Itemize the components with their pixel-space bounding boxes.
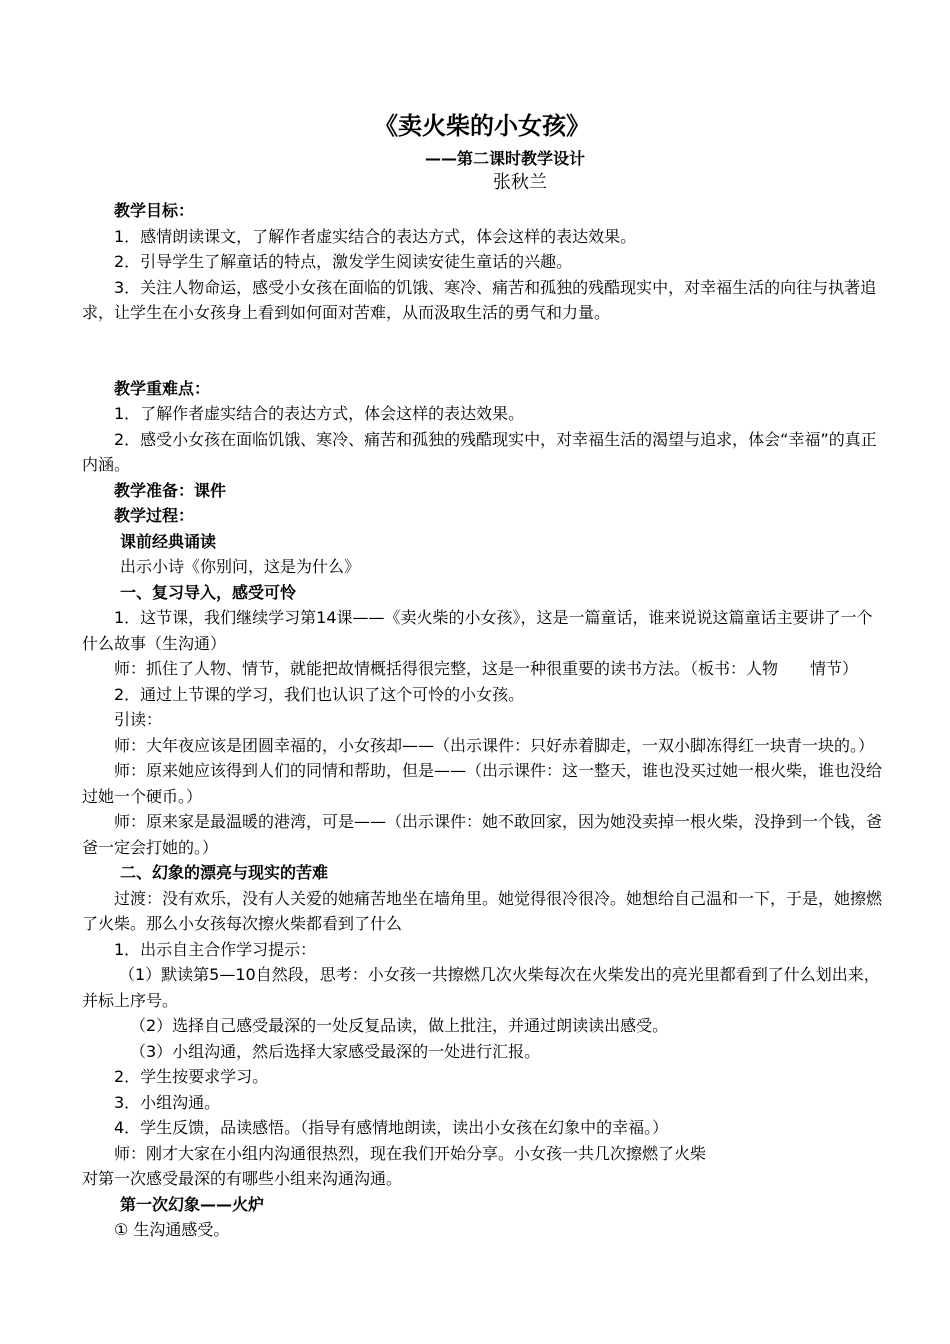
section-heading: 第一次幻象——火炉 — [120, 1194, 265, 1214]
paragraph: 2．感受小女孩在面临饥饿、寒冷、痛苦和孤独的残酷现实中，对幸福生活的渴望与追求，体会“幸福”的真正内涵。 — [82, 429, 877, 474]
section-heading: 教学目标： — [114, 201, 195, 220]
paragraph: 2．引导学生了解童话的特点，激发学生阅读安徒生童话的兴趣。 — [114, 252, 573, 271]
paragraph: （2）选择自己感受最深的一处反复品读，做上批注，并通过朗读读出感受。 — [130, 1016, 669, 1035]
paragraph: 1．感情朗读课文，了解作者虚实结合的表达方式，体会这样的表达效果。 — [114, 226, 637, 246]
section-heading: 二、幻象的漂亮与现实的苦难 — [120, 863, 329, 882]
paragraph: 师：原来家是最温暖的港湾，可是——（出示课件：她不敢回家，因为她没卖掉一根火柴，没挣到一个钱，爸爸一定会打她的。） — [82, 812, 883, 857]
section-heading: 课前经典诵读 — [120, 531, 217, 551]
paragraph: 师：抓住了人物、情节，就能把故情概括得很完整，这是一种很重要的读书方法。（板书：人物 情节） — [114, 659, 859, 678]
paragraph: ① 生沟通感受。 — [114, 1220, 230, 1239]
paragraph-gap — [82, 342, 882, 360]
paragraph: 出示小诗《你别问，这是为什么》 — [120, 557, 361, 576]
section-heading: 教学过程： — [114, 506, 195, 525]
paragraph: 3．小组沟通。 — [114, 1092, 221, 1112]
paragraph: 4．学生反馈，品读感悟。（指导有感情地朗读，读出小女孩在幻象中的幸福。） — [114, 1118, 669, 1137]
document-body — [82, 198, 882, 1243]
document-page — [82, 106, 882, 1243]
paragraph: 引读： — [114, 710, 163, 729]
paragraph: 师：大年夜应该是团圆幸福的，小女孩却——（出示课件：只好赤着脚走，一双小脚冻得红一块青一块的。） — [114, 735, 875, 755]
paragraph: （1）默读第5—10自然段，思考：小女孩一共擦燃几次火柴每次在火柴发出的亮光里都看到了什么划出来，并标上序号。 — [82, 965, 880, 1010]
paragraph: 对第一次感受最深的有哪些小组来沟通沟通。 — [82, 1169, 403, 1188]
paragraph: 3．关注人物命运，感受小女孩在面临的饥饿、寒冷、痛苦和孤独的残酷现实中，对幸福生活的向往与执著追求，让学生在小女孩身上看到如何面对苦难，从而汲取生活的勇气和力量。 — [82, 277, 877, 322]
paragraph: 1．了解作者虚实结合的表达方式，体会这样的表达效果。 — [114, 404, 525, 423]
document-author: 张秋兰 — [493, 172, 547, 193]
paragraph: 2．学生按要求学习。 — [114, 1067, 269, 1086]
paragraph: 过渡：没有欢乐，没有人关爱的她痛苦地坐在墙角里。她觉得很冷很冷。她想给自己温和一下，于是，她擦燃了火柴。那么小女孩每次擦火柴都看到了什么 — [82, 888, 883, 933]
paragraph: 1．这节课，我们继续学习第14课——《卖火柴的小女孩》，这是一篇童话，谁来说说这篇童话主要讲了一个什么故事（生沟通） — [82, 608, 873, 653]
section-heading: 一、复习导入，感受可怜 — [120, 582, 297, 602]
paragraph: 师：刚才大家在小组内沟通很热烈，现在我们开始分享。小女孩一共几次擦燃了火柴 — [114, 1143, 707, 1163]
paragraph: 1．出示自主合作学习提示： — [114, 939, 317, 959]
paragraph: 2．通过上节课的学习，我们也认识了这个可怜的小女孩。 — [114, 684, 525, 704]
document-title: 《卖火柴的小女孩》 — [374, 111, 590, 140]
paragraph: （3）小组沟通，然后选择大家感受最深的一处进行汇报。 — [130, 1041, 541, 1061]
document-subtitle: ——第二课时教学设计 — [425, 149, 586, 168]
paragraph: 师：原来她应该得到人们的同情和帮助，但是——（出示课件：这一整天，谁也没买过她一根火柴，谁也没给过她一个硬币。） — [82, 761, 883, 806]
section-heading: 教学准备：课件 — [114, 480, 227, 500]
section-heading: 教学重难点： — [114, 378, 211, 398]
